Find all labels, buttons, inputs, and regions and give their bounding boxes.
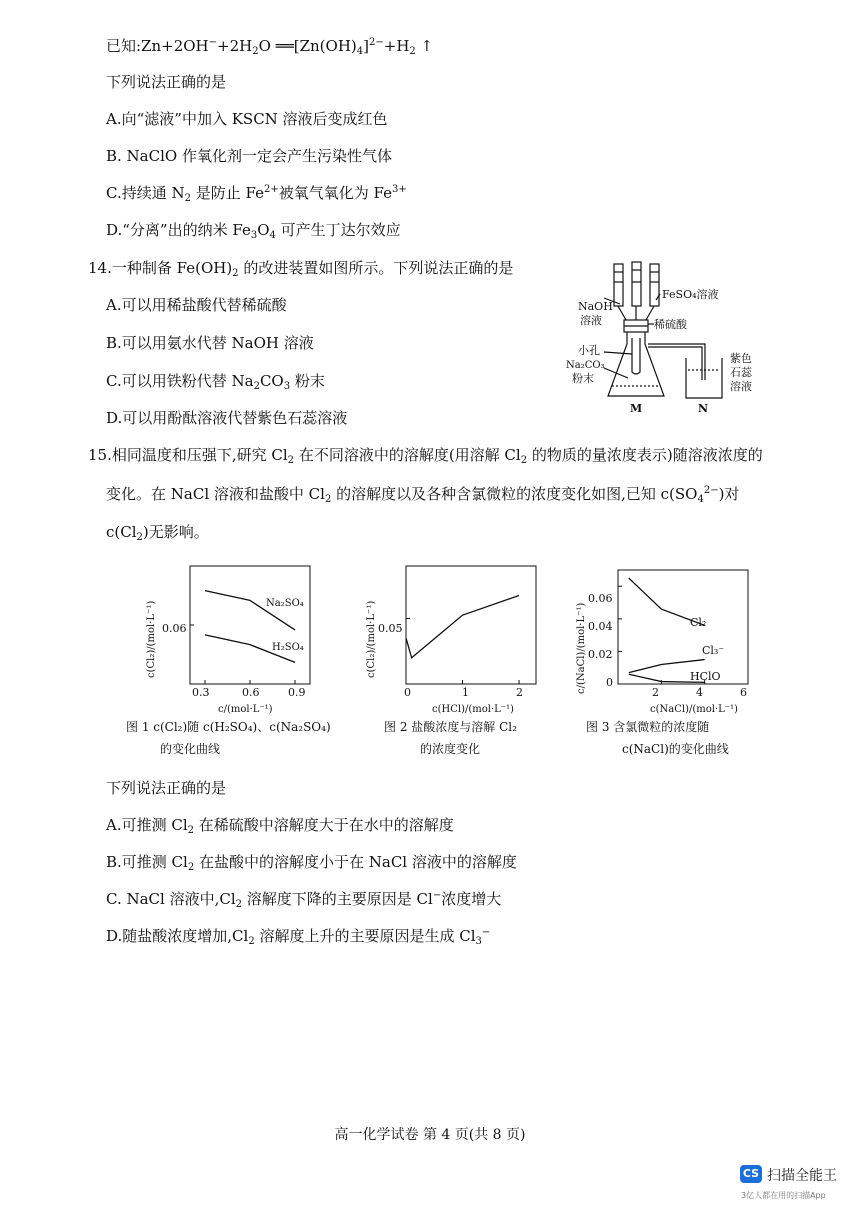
fig3-ytick-1: 0.06 — [588, 592, 613, 605]
label-naoh-2: 溶液 — [580, 314, 602, 327]
label-litmus-1: 紫色 — [730, 352, 752, 365]
fig3-caption-1: 图 3 含氯微粒的浓度随 — [586, 720, 710, 734]
q15-stem-line-3: $c(Cl_2)$无影响。 — [106, 523, 209, 543]
fig3-ylabel: c/(NaCl)/(mol·L⁻¹) — [576, 602, 587, 694]
fig2-xtick-2: 1 — [462, 686, 469, 699]
q15-option-a: A.可推测 $Cl_2$ 在稀硫酸中溶解度大于在水中的溶解度 — [106, 816, 454, 836]
fig1-caption-1: 图 1 c(Cl₂)随 c(H₂SO₄)、c(Na₂SO₄) — [126, 720, 331, 734]
fig2-xtick-3: 2 — [516, 686, 523, 699]
fig1-series-h2so4: H₂SO₄ — [272, 642, 304, 653]
label-hole: 小孔 — [578, 344, 600, 357]
q13-option-d: D.“分离”出的纳米 $Fe_3O_4$ 可产生丁达尔效应 — [106, 221, 401, 241]
label-litmus-2: 石蕊 — [730, 366, 752, 379]
fig2-ylabel: c(Cl₂)/(mol·L⁻¹) — [366, 600, 377, 678]
label-feso4: FeSO₄溶液 — [662, 288, 719, 301]
fig1-caption-2: 的变化曲线 — [160, 742, 221, 756]
fig3-caption-2: c(NaCl)的变化曲线 — [622, 742, 729, 756]
label-na2co3: Na₂CO₃ — [566, 360, 605, 371]
q14-option-c: C.可以用铁粉代替 $Na_2CO_3$ 粉末 — [106, 372, 325, 392]
q15-stem-line-1: 15.相同温度和压强下,研究 $Cl_2$ 在不同溶液中的溶解度(用溶解 $Cl_2$ 的物质的量浓度表示)随溶液浓度的 — [88, 446, 763, 466]
fig2-ytick: 0.05 — [378, 622, 403, 635]
q15-stem-line-2: 变化。在 NaCl 溶液和盐酸中 $Cl_2$ 的溶解度以及各种含氯微粒的浓度变化如图,已知 $c(SO_4^{2-})$对 — [106, 485, 740, 505]
fig3-ytick-4: 0 — [606, 676, 613, 689]
fig3-ytick-3: 0.02 — [588, 648, 613, 661]
label-naoh: NaOH — [578, 300, 613, 313]
fig1-frame — [190, 566, 310, 684]
fig3-ytick-2: 0.04 — [588, 620, 613, 633]
fig1-series-na2so4: Na₂SO₄ — [266, 598, 304, 609]
label-acid: 稀硫酸 — [654, 318, 687, 331]
label-n: N — [698, 402, 709, 415]
q15-options-stem: 下列说法正确的是 — [106, 779, 227, 797]
q14-option-a: A.可以用稀盐酸代替稀硫酸 — [106, 296, 287, 314]
fig3-xtick-1: 2 — [652, 686, 659, 699]
known-equation: 已知$:Zn+2OH^-+2H_2O$ $══[Zn(OH)_4]^{2-}+H_2$ ↑ — [106, 37, 434, 57]
figure-3 — [572, 560, 772, 720]
fig3-series-hclo: HClO — [690, 670, 721, 683]
camscanner-tagline: 3亿人都在用的扫描App — [741, 1191, 826, 1200]
fig2-xtick-1: 0 — [404, 686, 411, 699]
figure-2 — [360, 560, 550, 720]
camscanner-logo: CS — [740, 1165, 762, 1183]
q13-option-b: B. NaClO 作氧化剂一定会产生污染性气体 — [106, 147, 392, 165]
figure-1 — [140, 560, 330, 720]
fig2-frame — [406, 566, 536, 684]
fig1-xtick-2: 0.6 — [242, 686, 260, 699]
fig2-xlabel: c(HCl)/(mol·L⁻¹) — [432, 704, 514, 715]
fig2-caption-1: 图 2 盐酸浓度与溶解 Cl₂ — [384, 720, 517, 734]
camscanner-name: 扫描全能王 — [767, 1168, 837, 1184]
fig1-xlabel: c/(mol·L⁻¹) — [218, 704, 273, 715]
label-powder: 粉末 — [572, 372, 594, 385]
fig1-xtick-1: 0.3 — [192, 686, 210, 699]
fig2-series-line-1 — [406, 596, 519, 658]
q13-stem: 下列说法正确的是 — [106, 73, 227, 91]
page-footer: 高一化学试卷 第 4 页(共 8 页) — [334, 1127, 526, 1143]
fig2-caption-2: 的浓度变化 — [420, 742, 481, 756]
apparatus-diagram — [560, 258, 770, 418]
label-litmus-3: 溶液 — [730, 380, 752, 393]
fig3-series-cl2: Cl₂ — [690, 616, 707, 629]
q14-option-d: D.可以用酚酞溶液代替紫色石蕊溶液 — [106, 409, 348, 427]
fig1-ylabel: c(Cl₂)/(mol·L⁻¹) — [146, 600, 157, 678]
q15-option-b: B.可推测 $Cl_2$ 在盐酸中的溶解度小于在 NaCl 溶液中的溶解度 — [106, 853, 517, 873]
label-m: M — [630, 402, 643, 415]
q14-stem: 14.一种制备 $Fe(OH)_2$ 的改进装置如图所示。下列说法正确的是 — [88, 259, 514, 279]
q14-option-b: B.可以用氨水代替 NaOH 溶液 — [106, 334, 314, 352]
fig3-xtick-2: 4 — [696, 686, 703, 699]
fig3-xlabel: c(NaCl)/(mol·L⁻¹) — [650, 704, 738, 715]
fig1-series-line-1 — [205, 591, 295, 630]
fig3-xtick-3: 6 — [740, 686, 747, 699]
fig3-series-cl3: Cl₃⁻ — [702, 644, 725, 657]
q13-option-c: C.持续通 $N_2$ 是防止 $Fe^{2+}$被氧气氧化为 $Fe^{3+}$ — [106, 184, 407, 204]
q15-option-c: C. NaCl 溶液中$,Cl_2$ 溶解度下降的主要原因是 Cl−浓度增大 — [106, 890, 502, 910]
fig1-xtick-3: 0.9 — [288, 686, 306, 699]
q15-option-d: D.随盐酸浓度增加$,Cl_2$ 溶解度上升的主要原因是生成 $Cl_3^-$ — [106, 927, 491, 947]
fig1-ytick: 0.06 — [162, 622, 187, 635]
q13-option-a: A.向“滤液”中加入 KSCN 溶液后变成红色 — [106, 110, 388, 128]
